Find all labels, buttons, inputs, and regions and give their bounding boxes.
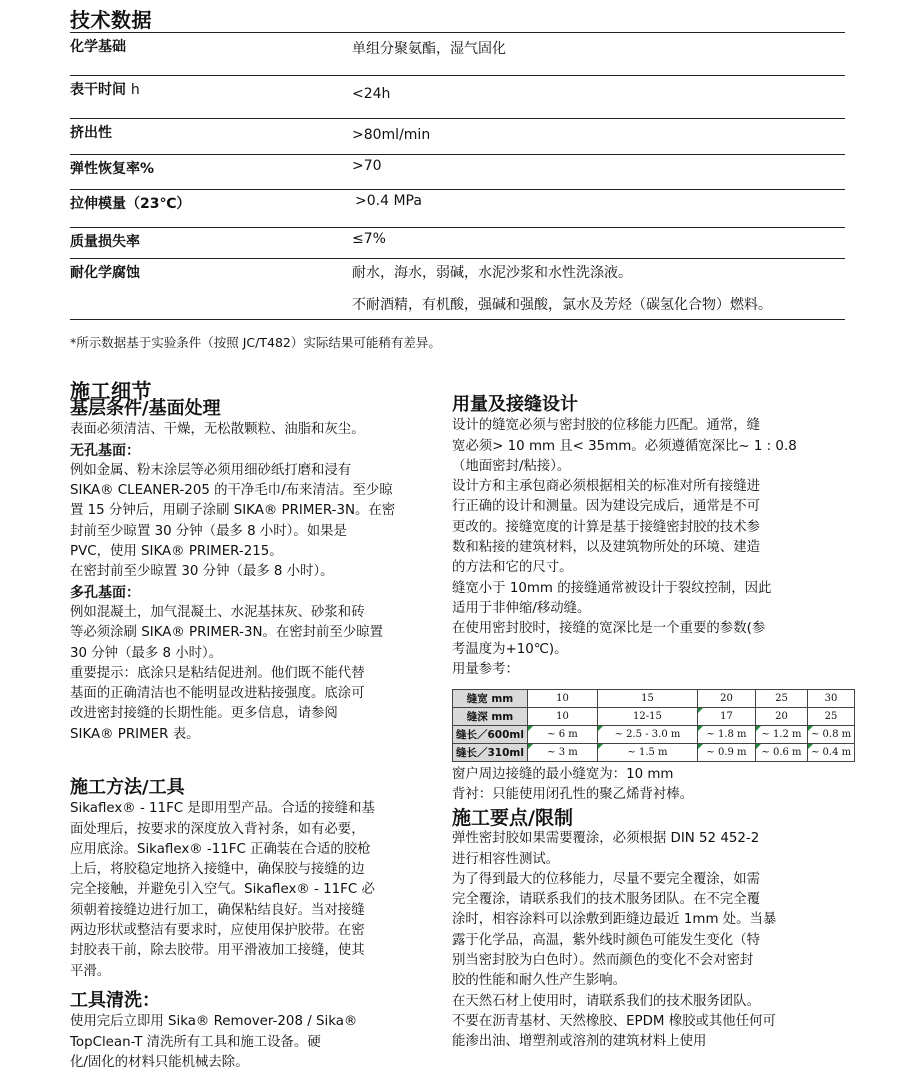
table-cell: 12-15 — [597, 708, 697, 726]
text-line: 等必须涂刷 SIKA® PRIMER-3N。在密封前至少晾置 — [70, 625, 383, 641]
text-line: 更改的。接缝宽度的计算是基于接缝密封胶的技术参 — [452, 519, 760, 535]
table-cell: 25 — [807, 708, 854, 726]
text-line: 两边形状或整洁有要求时，应使用保护胶带。在密 — [70, 923, 365, 939]
text-line: （地面密封/粘接）。 — [452, 458, 571, 474]
table-cell: 15 — [597, 690, 697, 708]
text-line: 宽必须> 10 mm 且< 35mm。必须遵循宽深比~ 1 : 0.8 — [452, 438, 797, 454]
table-cell: ~ 0.4 m — [807, 744, 854, 762]
text-line: 行正确的设计和测量。因为建设完成后，通常是不可 — [452, 499, 760, 515]
table-row-header: 缝长／310ml — [453, 744, 528, 762]
table-cell: 25 — [755, 690, 807, 708]
text-line: 适用于非伸缩/移动缝。 — [452, 600, 591, 616]
substrate-title: 基层条件/基面处理 — [70, 398, 221, 419]
table-cell: ~ 1.2 m — [755, 726, 807, 744]
tech-row-extrusion — [70, 118, 845, 154]
table-cell: ~ 1.8 m — [697, 726, 755, 744]
substrate-text — [70, 420, 395, 745]
text-line: 数和粘接的建筑材料，以及建筑物所处的环境、建造 — [452, 540, 760, 556]
text-line: 别当密封胶为白色时）。然而颜色的变化不会对密封 — [452, 953, 754, 969]
consumption-table — [452, 689, 855, 762]
consumption-after — [452, 765, 693, 806]
tech-value: >0.4 MPa — [355, 193, 422, 209]
cleaning-text — [70, 1012, 357, 1073]
text-line: 完全接触，并避免引入空气。Sikaflex® - 11FC 必 — [70, 882, 375, 898]
limits-section — [452, 808, 776, 1053]
text-line: 考温度为+10℃)。 — [452, 641, 568, 657]
consumption-section — [452, 395, 797, 680]
text-line: 在天然石材上使用时，请联系我们的技术服务团队。 — [452, 993, 760, 1009]
text-line: 背衬：只能使用闭孔性的聚乙烯背衬棒。 — [452, 787, 694, 803]
text-line: Sikaflex® - 11FC 是即用型产品。合适的接缝和基 — [70, 801, 375, 817]
text-line: 平滑。 — [70, 963, 111, 979]
text-line: 化/固化的材料只能机械去除。 — [70, 1054, 249, 1070]
text-line: SIKA® CLEANER-205 的干净毛巾/布来清洁。至少晾 — [70, 483, 393, 499]
text-line: 重要提示：底涂只是粘结促进剂。他们既不能代替 — [70, 665, 365, 681]
text-line: 用量参考： — [452, 661, 519, 677]
text-line: 改进密封接缝的长期性能。更多信息，请参阅 — [70, 706, 338, 722]
cleaning-title: 工具清洗： — [70, 990, 160, 1011]
text-line: 能渗出油、增塑剂或溶剂的建筑材料上使用 — [452, 1034, 707, 1050]
text-line: 多孔基面： — [70, 584, 140, 601]
text-line: 使用完后立即用 Sika® Remover-208 / Sika® — [70, 1014, 358, 1030]
text-line: 的方法和它的尺寸。 — [452, 560, 573, 576]
text-line: 设计的缝宽必须与密封胶的位移能力匹配。通常，缝 — [452, 418, 760, 434]
text-line: 封胶表干前，除去胶带。用平滑液加工接缝，使其 — [70, 943, 365, 959]
text-line: 缝宽小于 10mm 的接缝通常被设计于裂纹控制，因此 — [452, 580, 772, 596]
method-title: 施工方法/工具 — [70, 777, 185, 798]
tech-label: 耐化学腐蚀 — [70, 265, 140, 281]
table-cell: ~ 0.9 m — [697, 744, 755, 762]
text-line: 窗户周边接缝的最小缝宽为：10 mm — [452, 767, 674, 782]
text-line: 不要在沥青基材、天然橡胶、EPDM 橡胶或其他任何可 — [452, 1013, 776, 1029]
table-cell: 17 — [697, 708, 755, 726]
text-line: 在使用密封胶时，接缝的宽深比是一个重要的参数(参 — [452, 621, 766, 637]
tech-label: 质量损失率 — [70, 234, 140, 250]
text-line: 完全覆涂，请联系我们的技术服务团队。在不完全覆 — [452, 892, 760, 908]
table-row — [453, 690, 855, 708]
tech-value: >80ml/min — [352, 127, 431, 143]
tech-label: 表干时间 h — [70, 82, 140, 98]
text-line: 涂时，相容涂料可以涂敷到距缝边最近 1mm 处。当暴 — [452, 912, 777, 928]
table-cell: ~ 1.5 m — [597, 744, 697, 762]
tech-row-tack-free — [70, 75, 845, 118]
limits-text — [452, 829, 776, 1052]
table-cell: ~ 6 m — [527, 726, 597, 744]
tech-footnote: *所示数据基于实验条件（按照 JC/T482）实际结果可能稍有差异。 — [70, 335, 441, 350]
table-cell: ~ 3 m — [527, 744, 597, 762]
text-line: 胶的性能和耐久性产生影响。 — [452, 973, 627, 989]
table-cell: ~ 2.5 - 3.0 m — [597, 726, 697, 744]
tech-row-mass-loss — [70, 227, 845, 258]
text-line: 表面必须清洁、干燥，无松散颗粒、油脂和灰尘。 — [70, 422, 365, 438]
text-line: 基面的正确清洁也不能明显改进粘接强度。底涂可 — [70, 686, 365, 702]
tech-value: 耐水，海水，弱碱，水泥沙浆和水性洗涤液。 — [352, 265, 632, 281]
table-cell: 20 — [697, 690, 755, 708]
tech-row-tensile-modulus — [70, 189, 845, 227]
tech-label: 弹性恢复率% — [70, 161, 155, 177]
text-line: 为了得到最大的位移能力，尽量不要完全覆涂，如需 — [452, 871, 760, 887]
tech-value: 不耐酒精，有机酸，强碱和强酸，氯水及芳烃（碳氢化合物）燃料。 — [352, 297, 772, 313]
table-cell: ~ 0.6 m — [755, 744, 807, 762]
table-cell: 10 — [527, 690, 597, 708]
text-line: PVC，使用 SIKA® PRIMER-215。 — [70, 544, 283, 560]
construction-title: 施工细节 — [70, 379, 152, 403]
tech-value: ≤7% — [352, 231, 386, 247]
tech-row-elastic-recovery — [70, 154, 845, 189]
tech-data-table — [70, 32, 845, 320]
text-line: TopClean-T 清洗所有工具和施工设备。硬 — [70, 1034, 321, 1050]
tech-value: <24h — [352, 86, 391, 102]
text-line: 应用底涂。Sikaflex® -11FC 正确装在合适的胶枪 — [70, 841, 371, 857]
table-row-header: 缝深 mm — [453, 708, 528, 726]
text-line: 设计方和主承包商必须根据相关的标准对所有接缝进 — [452, 479, 760, 495]
table-cell: ~ 0.8 m — [807, 726, 854, 744]
text-line: 弹性密封胶如果需要覆涂，必须根据 DIN 52 452-2 — [452, 831, 760, 847]
method-section — [70, 778, 375, 982]
table-cell: 20 — [755, 708, 807, 726]
table-cell: 10 — [527, 708, 597, 726]
table-row — [453, 708, 855, 726]
tech-value: 单组分聚氨酯，湿气固化 — [352, 41, 506, 57]
cleaning-section — [70, 991, 357, 1073]
limits-title: 施工要点/限制 — [452, 807, 573, 829]
table-row-header: 缝宽 mm — [453, 690, 528, 708]
text-line: 上后，将胶稳定地挤入接缝中，确保胶与接缝的边 — [70, 862, 365, 878]
text-line: SIKA® PRIMER 表。 — [70, 726, 200, 742]
tech-label: 化学基础 — [70, 39, 126, 55]
text-line: 无孔基面： — [70, 442, 140, 459]
table-row — [453, 726, 855, 744]
consumption-title: 用量及接缝设计 — [452, 394, 578, 415]
method-text — [70, 799, 375, 982]
substrate-section — [70, 399, 395, 745]
text-line: 30 分钟（最多 8 小时）。 — [70, 645, 223, 661]
text-line: 在密封前至少晾置 30 分钟（最多 8 小时）。 — [70, 564, 334, 580]
tech-value: >70 — [352, 158, 382, 174]
text-line: 露于化学品，高温，紫外线时颜色可能发生变化（特 — [452, 932, 760, 948]
text-line: 置 15 分钟后，用刷子涂刷 SIKA® PRIMER-3N。在密 — [70, 503, 396, 519]
table-row-header: 缝长／600ml — [453, 726, 528, 744]
text-line: 例如混凝土，加气混凝土、水泥基抹灰、砂浆和砖 — [70, 604, 365, 620]
text-line: 面处理后，按要求的深度放入背衬条，如有必要， — [70, 821, 365, 837]
text-line: 须朝着接缝边进行加工，确保粘结良好。当对接缝 — [70, 902, 365, 918]
table-row — [453, 744, 855, 762]
consumption-text — [452, 416, 797, 680]
tech-row-chem-resistance — [70, 258, 845, 320]
tech-label: 拉伸模量（23℃） — [70, 196, 191, 212]
text-line: 封前至少晾置 30 分钟（最多 8 小时）。如果是 — [70, 523, 347, 539]
table-cell: 30 — [807, 690, 854, 708]
tech-data-title: 技术数据 — [70, 8, 152, 32]
text-line: 进行相容性测试。 — [452, 851, 560, 867]
tech-row-chem-base — [70, 32, 845, 75]
consumption-after-text — [452, 765, 693, 806]
tech-label: 挤出性 — [70, 125, 112, 141]
text-line: 例如金属、粉末涂层等必须用细砂纸打磨和浸有 — [70, 462, 352, 478]
